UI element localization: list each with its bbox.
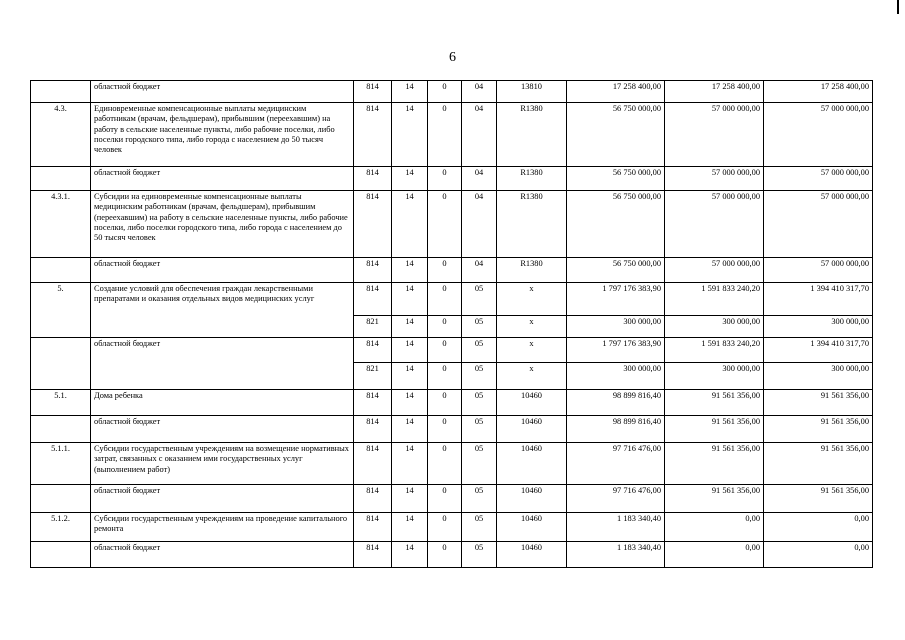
amount-year2-cell: 17 258 400,00 (665, 81, 764, 103)
program-cell: 04 (462, 103, 497, 167)
item-number-cell (31, 81, 91, 103)
amount-year3-cell: 57 000 000,00 (764, 167, 873, 191)
item-name-cell: областной бюджет (91, 167, 354, 191)
section-cell: 14 (392, 443, 428, 485)
table-row (31, 191, 873, 258)
amount-year3-cell: 300 000,00 (764, 316, 873, 338)
target-item-cell: R1380 (497, 167, 567, 191)
section-cell: 14 (392, 390, 428, 416)
grbs-cell: 821 (354, 316, 392, 338)
section-cell: 14 (392, 103, 428, 167)
subsection-cell: 0 (428, 316, 462, 338)
grbs-cell: 814 (354, 416, 392, 443)
grbs-cell: 814 (354, 542, 392, 568)
item-name-cell: Субсидии на единовременные компенсационные выплаты медицинским работникам (врачам, фельдшерам), прибывшим (переехавшим) на работу в сельские населенные пункты, либо рабочие поселки, либо поселки городского типа, либо города с населением до 50 тысяч человек (91, 191, 354, 258)
amount-year1-cell: 1 797 176 383,90 (567, 283, 665, 316)
section-cell: 14 (392, 316, 428, 338)
item-number-cell (31, 416, 91, 443)
program-cell: 04 (462, 167, 497, 191)
table-row (31, 167, 873, 191)
amount-year3-cell: 57 000 000,00 (764, 103, 873, 167)
item-name-cell: Единовременные компенсационные выплаты медицинским работникам (врачам, фельдшерам), прибывшим (переехавшим) на работу в сельские населенные пункты, либо рабочие поселки, либо поселки городского типа, либо города с населением до 50 тысяч человек (91, 103, 354, 167)
grbs-cell: 814 (354, 443, 392, 485)
amount-year2-cell: 57 000 000,00 (665, 103, 764, 167)
program-cell: 05 (462, 338, 497, 363)
amount-year1-cell: 1 797 176 383,90 (567, 338, 665, 363)
subsection-cell: 0 (428, 338, 462, 363)
target-item-cell: x (497, 283, 567, 316)
item-name-cell: Дома ребенка (91, 390, 354, 416)
amount-year2-cell: 57 000 000,00 (665, 191, 764, 258)
amount-year1-cell: 1 183 340,40 (567, 513, 665, 542)
grbs-cell: 814 (354, 167, 392, 191)
item-name-cell: Создание условий для обеспечения граждан лекарственными препаратами и оказания отдельных видов медицинских услуг (91, 283, 354, 338)
amount-year2-cell: 57 000 000,00 (665, 258, 764, 283)
amount-year3-cell: 91 561 356,00 (764, 443, 873, 485)
amount-year1-cell: 97 716 476,00 (567, 443, 665, 485)
item-number-cell: 5.1.2. (31, 513, 91, 542)
amount-year1-cell: 98 899 816,40 (567, 416, 665, 443)
amount-year1-cell: 300 000,00 (567, 316, 665, 338)
section-cell: 14 (392, 283, 428, 316)
grbs-cell: 814 (354, 485, 392, 513)
target-item-cell: R1380 (497, 191, 567, 258)
amount-year3-cell: 91 561 356,00 (764, 390, 873, 416)
section-cell: 14 (392, 416, 428, 443)
amount-year1-cell: 98 899 816,40 (567, 390, 665, 416)
amount-year1-cell: 56 750 000,00 (567, 167, 665, 191)
target-item-cell: 10460 (497, 443, 567, 485)
item-name-cell: областной бюджет (91, 338, 354, 390)
table-row (31, 81, 873, 103)
amount-year1-cell: 56 750 000,00 (567, 103, 665, 167)
program-cell: 05 (462, 316, 497, 338)
amount-year2-cell: 91 561 356,00 (665, 485, 764, 513)
target-item-cell: 13810 (497, 81, 567, 103)
item-name-cell: областной бюджет (91, 542, 354, 568)
subsection-cell: 0 (428, 103, 462, 167)
target-item-cell: 10460 (497, 542, 567, 568)
amount-year3-cell: 91 561 356,00 (764, 485, 873, 513)
amount-year3-cell: 1 394 410 317,70 (764, 283, 873, 316)
table-row (31, 258, 873, 283)
item-number-cell (31, 167, 91, 191)
amount-year2-cell: 0,00 (665, 542, 764, 568)
amount-year2-cell: 1 591 833 240,20 (665, 283, 764, 316)
item-number-cell: 4.3. (31, 103, 91, 167)
amount-year1-cell: 97 716 476,00 (567, 485, 665, 513)
target-item-cell: x (497, 316, 567, 338)
section-cell: 14 (392, 191, 428, 258)
amount-year2-cell: 91 561 356,00 (665, 390, 764, 416)
table-row (31, 103, 873, 167)
subsection-cell: 0 (428, 390, 462, 416)
grbs-cell: 814 (354, 390, 392, 416)
section-cell: 14 (392, 81, 428, 103)
program-cell: 05 (462, 416, 497, 443)
amount-year3-cell: 1 394 410 317,70 (764, 338, 873, 363)
amount-year3-cell: 0,00 (764, 542, 873, 568)
subsection-cell: 0 (428, 363, 462, 390)
amount-year3-cell: 91 561 356,00 (764, 416, 873, 443)
subsection-cell: 0 (428, 283, 462, 316)
budget-table (30, 80, 873, 568)
section-cell: 14 (392, 258, 428, 283)
section-cell: 14 (392, 513, 428, 542)
item-number-cell: 5.1.1. (31, 443, 91, 485)
subsection-cell: 0 (428, 542, 462, 568)
section-cell: 14 (392, 363, 428, 390)
item-number-cell (31, 485, 91, 513)
item-number-cell (31, 542, 91, 568)
target-item-cell: 10460 (497, 390, 567, 416)
program-cell: 04 (462, 191, 497, 258)
subsection-cell: 0 (428, 513, 462, 542)
program-cell: 04 (462, 258, 497, 283)
table-row (31, 513, 873, 542)
program-cell: 05 (462, 283, 497, 316)
grbs-cell: 814 (354, 81, 392, 103)
grbs-cell: 814 (354, 338, 392, 363)
target-item-cell: x (497, 338, 567, 363)
amount-year3-cell: 0,00 (764, 513, 873, 542)
item-name-cell: Субсидии государственным учреждениям на возмещение нормативных затрат, связанных с оказанием ими государственных услуг (выполнением работ) (91, 443, 354, 485)
amount-year1-cell: 56 750 000,00 (567, 191, 665, 258)
table-row (31, 416, 873, 443)
grbs-cell: 814 (354, 283, 392, 316)
section-cell: 14 (392, 542, 428, 568)
amount-year2-cell: 57 000 000,00 (665, 167, 764, 191)
subsection-cell: 0 (428, 167, 462, 191)
table-row (31, 542, 873, 568)
target-item-cell: 10460 (497, 485, 567, 513)
target-item-cell: R1380 (497, 103, 567, 167)
target-item-cell: 10460 (497, 416, 567, 443)
program-cell: 05 (462, 485, 497, 513)
amount-year3-cell: 300 000,00 (764, 363, 873, 390)
amount-year1-cell: 300 000,00 (567, 363, 665, 390)
table-row (31, 485, 873, 513)
section-cell: 14 (392, 167, 428, 191)
item-name-cell: областной бюджет (91, 485, 354, 513)
subsection-cell: 0 (428, 191, 462, 258)
page-number: 6 (449, 50, 456, 65)
target-item-cell: x (497, 363, 567, 390)
item-number-cell: 5.1. (31, 390, 91, 416)
section-cell: 14 (392, 485, 428, 513)
grbs-cell: 814 (354, 103, 392, 167)
table-row (31, 338, 873, 363)
subsection-cell: 0 (428, 485, 462, 513)
amount-year3-cell: 57 000 000,00 (764, 191, 873, 258)
item-name-cell: областной бюджет (91, 258, 354, 283)
amount-year1-cell: 56 750 000,00 (567, 258, 665, 283)
amount-year1-cell: 17 258 400,00 (567, 81, 665, 103)
amount-year1-cell: 1 183 340,40 (567, 542, 665, 568)
item-number-cell (31, 338, 91, 390)
amount-year2-cell: 300 000,00 (665, 316, 764, 338)
subsection-cell: 0 (428, 443, 462, 485)
scan-edge-mark (897, 0, 899, 14)
item-number-cell: 5. (31, 283, 91, 338)
program-cell: 05 (462, 363, 497, 390)
amount-year3-cell: 57 000 000,00 (764, 258, 873, 283)
program-cell: 05 (462, 390, 497, 416)
program-cell: 05 (462, 513, 497, 542)
item-name-cell: областной бюджет (91, 416, 354, 443)
grbs-cell: 814 (354, 513, 392, 542)
item-name-cell: Субсидии государственным учреждениям на проведение капитального ремонта (91, 513, 354, 542)
table-row (31, 443, 873, 485)
grbs-cell: 821 (354, 363, 392, 390)
table-row (31, 283, 873, 316)
item-number-cell: 4.3.1. (31, 191, 91, 258)
amount-year2-cell: 91 561 356,00 (665, 416, 764, 443)
grbs-cell: 814 (354, 191, 392, 258)
amount-year2-cell: 1 591 833 240,20 (665, 338, 764, 363)
amount-year2-cell: 91 561 356,00 (665, 443, 764, 485)
item-name-cell: областной бюджет (91, 81, 354, 103)
item-number-cell (31, 258, 91, 283)
grbs-cell: 814 (354, 258, 392, 283)
amount-year2-cell: 0,00 (665, 513, 764, 542)
amount-year3-cell: 17 258 400,00 (764, 81, 873, 103)
subsection-cell: 0 (428, 416, 462, 443)
program-cell: 05 (462, 542, 497, 568)
table-row (31, 390, 873, 416)
subsection-cell: 0 (428, 258, 462, 283)
program-cell: 05 (462, 443, 497, 485)
amount-year2-cell: 300 000,00 (665, 363, 764, 390)
target-item-cell: R1380 (497, 258, 567, 283)
budget-table-body (31, 81, 873, 568)
section-cell: 14 (392, 338, 428, 363)
target-item-cell: 10460 (497, 513, 567, 542)
subsection-cell: 0 (428, 81, 462, 103)
program-cell: 04 (462, 81, 497, 103)
